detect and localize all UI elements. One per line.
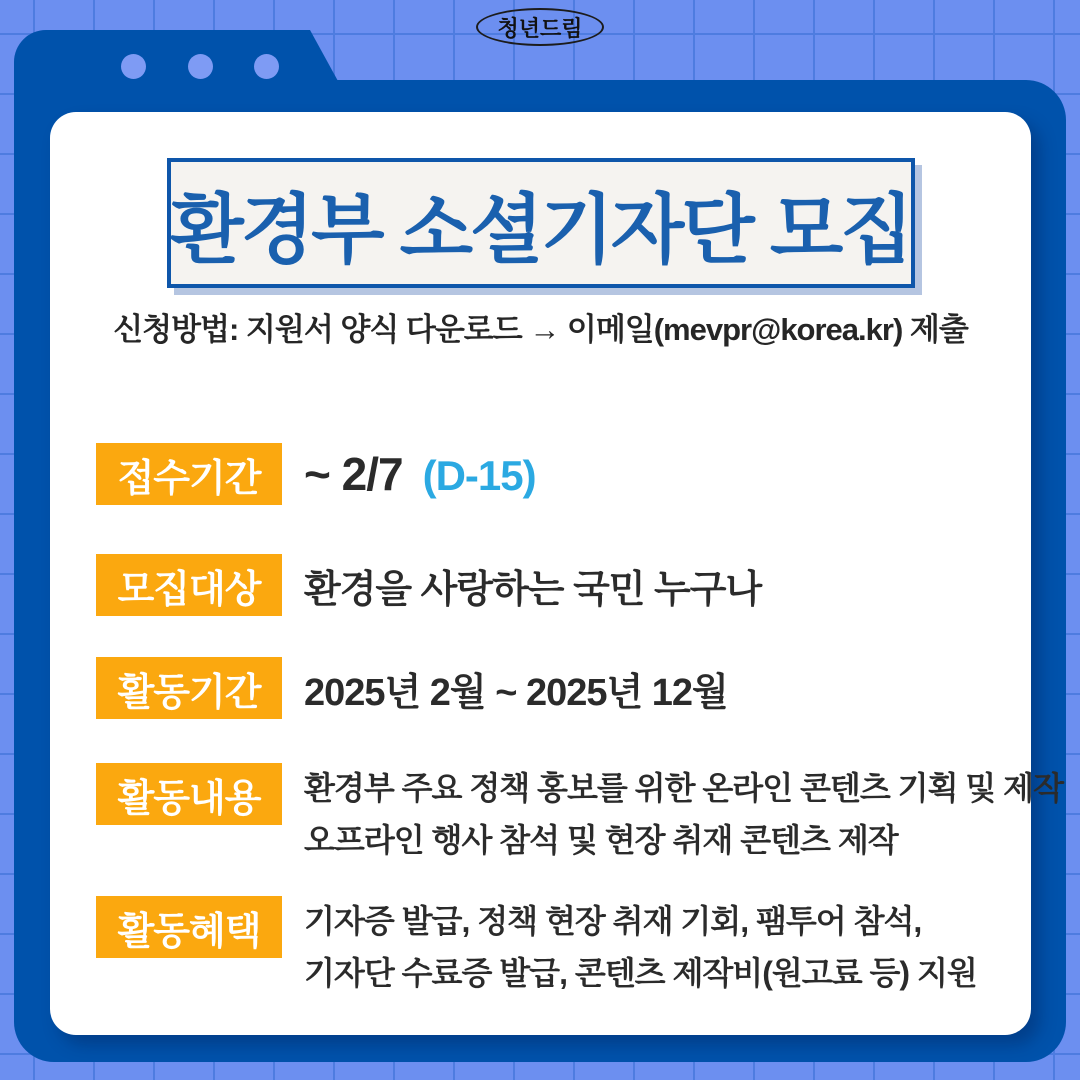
- row-label-badge: 활동기간: [96, 657, 282, 719]
- row-label-badge: 모집대상: [96, 554, 282, 616]
- cheongnyeondream-badge: [476, 8, 604, 46]
- content-card: [50, 112, 1063, 1035]
- activity-content-value: [304, 763, 1063, 867]
- window-dot-icon: [188, 54, 213, 79]
- activity-benefits-line-1: 기자증 발급, 정책 현장 취재 기회, 팸투어 참석,: [304, 903, 922, 939]
- activity-period-value: 2025년 2월 ~ 2025년 12월: [304, 671, 728, 714]
- row-activity-content: [96, 763, 1063, 867]
- row-activity-benefits: [96, 896, 1021, 1000]
- activity-benefits-value: [304, 896, 977, 1000]
- row-recruitment-target: [96, 554, 1021, 616]
- application-method-text: 신청방법: 지원서 양식 다운로드 → 이메일(mevpr@korea.kr) 제출: [113, 312, 968, 347]
- cheongnyeondream-badge-label: 청년드림: [497, 15, 583, 41]
- row-activity-period: [96, 657, 1021, 719]
- title-box: [167, 158, 915, 288]
- window-dot-icon: [254, 54, 279, 79]
- application-deadline: ~ 2/7: [304, 448, 403, 500]
- activity-content-line-1: 환경부 주요 정책 홍보를 위한 온라인 콘텐츠 기획 및 제작: [304, 770, 1063, 806]
- dday-countdown: (D-15): [422, 452, 536, 499]
- row-label-badge: 접수기간: [96, 443, 282, 505]
- row-label-badge: 활동내용: [96, 763, 282, 825]
- window-dot-icon: [121, 54, 146, 79]
- activity-content-line-2: 오프라인 행사 참석 및 현장 취재 콘텐츠 제작: [304, 821, 898, 858]
- row-label-badge: 활동혜택: [96, 896, 282, 958]
- application-period-value: [304, 447, 536, 501]
- recruitment-target-value: 환경을 사랑하는 국민 누구나: [304, 568, 762, 611]
- page-title: 환경부 소셜기자단 모집: [170, 187, 911, 273]
- activity-benefits-line-2: 기자단 수료증 발급, 콘텐츠 제작비(원고료 등) 지원: [304, 954, 977, 991]
- row-application-period: [96, 443, 1021, 505]
